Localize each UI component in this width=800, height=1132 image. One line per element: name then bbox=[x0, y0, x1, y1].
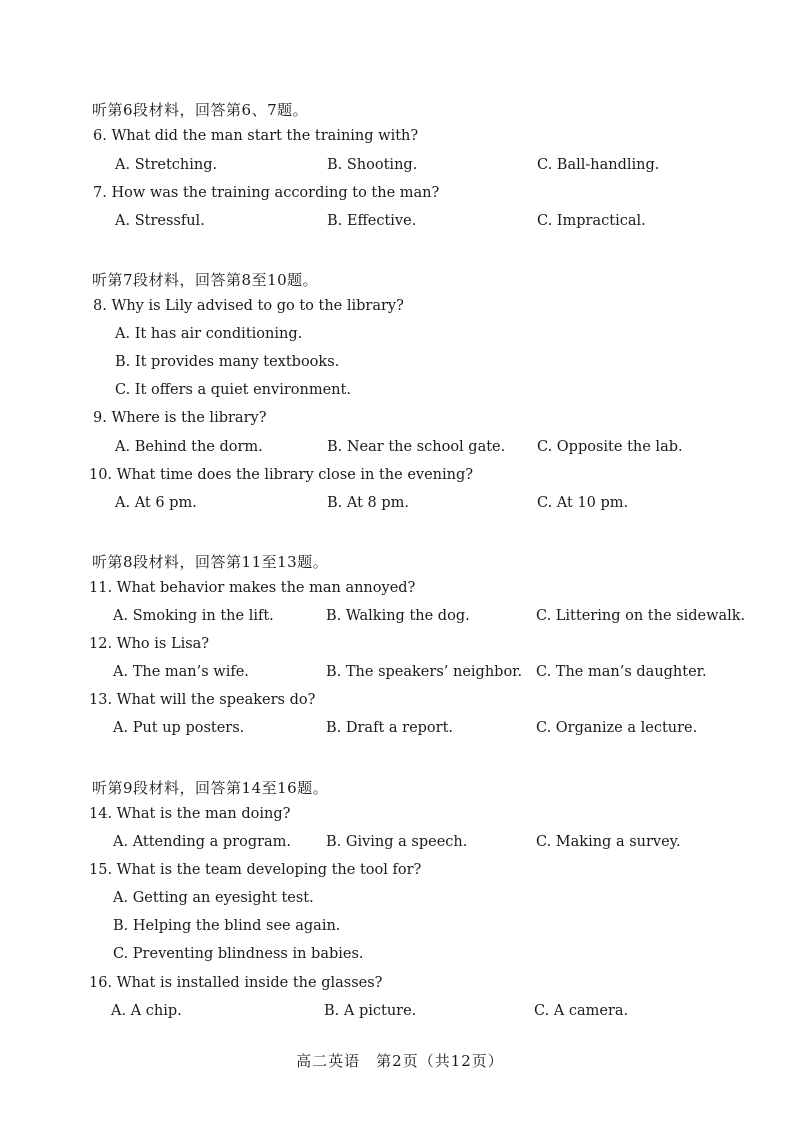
q12-option-a: A. The man’s wife. bbox=[113, 664, 249, 680]
q16-option-a: A. A chip. bbox=[111, 1003, 182, 1019]
question-9: 9. Where is the library? bbox=[93, 410, 267, 426]
question-8: 8. Why is Lily advised to go to the library? bbox=[93, 298, 404, 314]
question-7: 7. How was the training according to the man? bbox=[93, 185, 440, 201]
q15-option-b: B. Helping the blind see again. bbox=[113, 918, 341, 934]
q8-option-a: A. It has air conditioning. bbox=[115, 326, 303, 342]
q13-option-c: C. Organize a lecture. bbox=[536, 720, 698, 736]
q7-option-c: C. Impractical. bbox=[537, 213, 646, 229]
question-10: 10. What time does the library close in the evening? bbox=[89, 467, 474, 483]
section-header-7: 听第7段材料，回答第8至10题。 bbox=[92, 271, 319, 289]
section-header-8: 听第8段材料，回答第11至13题。 bbox=[92, 553, 329, 571]
q10-option-c: C. At 10 pm. bbox=[537, 495, 629, 511]
q7-option-a: A. Stressful. bbox=[115, 213, 205, 229]
q9-option-b: B. Near the school gate. bbox=[327, 439, 506, 455]
q6-option-b: B. Shooting. bbox=[327, 157, 418, 173]
q14-option-c: C. Making a survey. bbox=[536, 834, 681, 850]
q11-option-b: B. Walking the dog. bbox=[326, 608, 470, 624]
question-6: 6. What did the man start the training with? bbox=[93, 128, 419, 144]
q9-option-a: A. Behind the dorm. bbox=[115, 439, 263, 455]
question-13: 13. What will the speakers do? bbox=[89, 692, 316, 708]
page-footer: 高二英语 第2页（共12页） bbox=[296, 1052, 504, 1070]
q13-option-a: A. Put up posters. bbox=[113, 720, 245, 736]
question-12: 12. Who is Lisa? bbox=[89, 636, 210, 652]
q16-option-b: B. A picture. bbox=[324, 1003, 417, 1019]
section-header-6: 听第6段材料，回答第6、7题。 bbox=[92, 101, 309, 119]
question-16: 16. What is installed inside the glasses? bbox=[89, 975, 383, 991]
q10-option-b: B. At 8 pm. bbox=[327, 495, 410, 511]
q15-option-c: C. Preventing blindness in babies. bbox=[113, 946, 364, 962]
question-14: 14. What is the man doing? bbox=[89, 806, 291, 822]
q16-option-c: C. A camera. bbox=[534, 1003, 629, 1019]
question-15: 15. What is the team developing the tool for? bbox=[89, 862, 422, 878]
q6-option-c: C. Ball-handling. bbox=[537, 157, 660, 173]
q11-option-a: A. Smoking in the lift. bbox=[113, 608, 274, 624]
q15-option-a: A. Getting an eyesight test. bbox=[113, 890, 314, 906]
section-header-9: 听第9段材料，回答第14至16题。 bbox=[92, 779, 329, 797]
q13-option-b: B. Draft a report. bbox=[326, 720, 454, 736]
q7-option-b: B. Effective. bbox=[327, 213, 417, 229]
q6-option-a: A. Stretching. bbox=[115, 157, 218, 173]
q11-option-c: C. Littering on the sidewalk. bbox=[536, 608, 746, 624]
q12-option-b: B. The speakers’ neighbor. bbox=[326, 664, 523, 680]
question-11: 11. What behavior makes the man annoyed? bbox=[89, 580, 416, 596]
q14-option-b: B. Giving a speech. bbox=[326, 834, 468, 850]
q14-option-a: A. Attending a program. bbox=[113, 834, 292, 850]
q8-option-c: C. It offers a quiet environment. bbox=[115, 382, 351, 398]
q9-option-c: C. Opposite the lab. bbox=[537, 439, 683, 455]
q12-option-c: C. The man’s daughter. bbox=[536, 664, 707, 680]
q8-option-b: B. It provides many textbooks. bbox=[115, 354, 340, 370]
q10-option-a: A. At 6 pm. bbox=[115, 495, 197, 511]
